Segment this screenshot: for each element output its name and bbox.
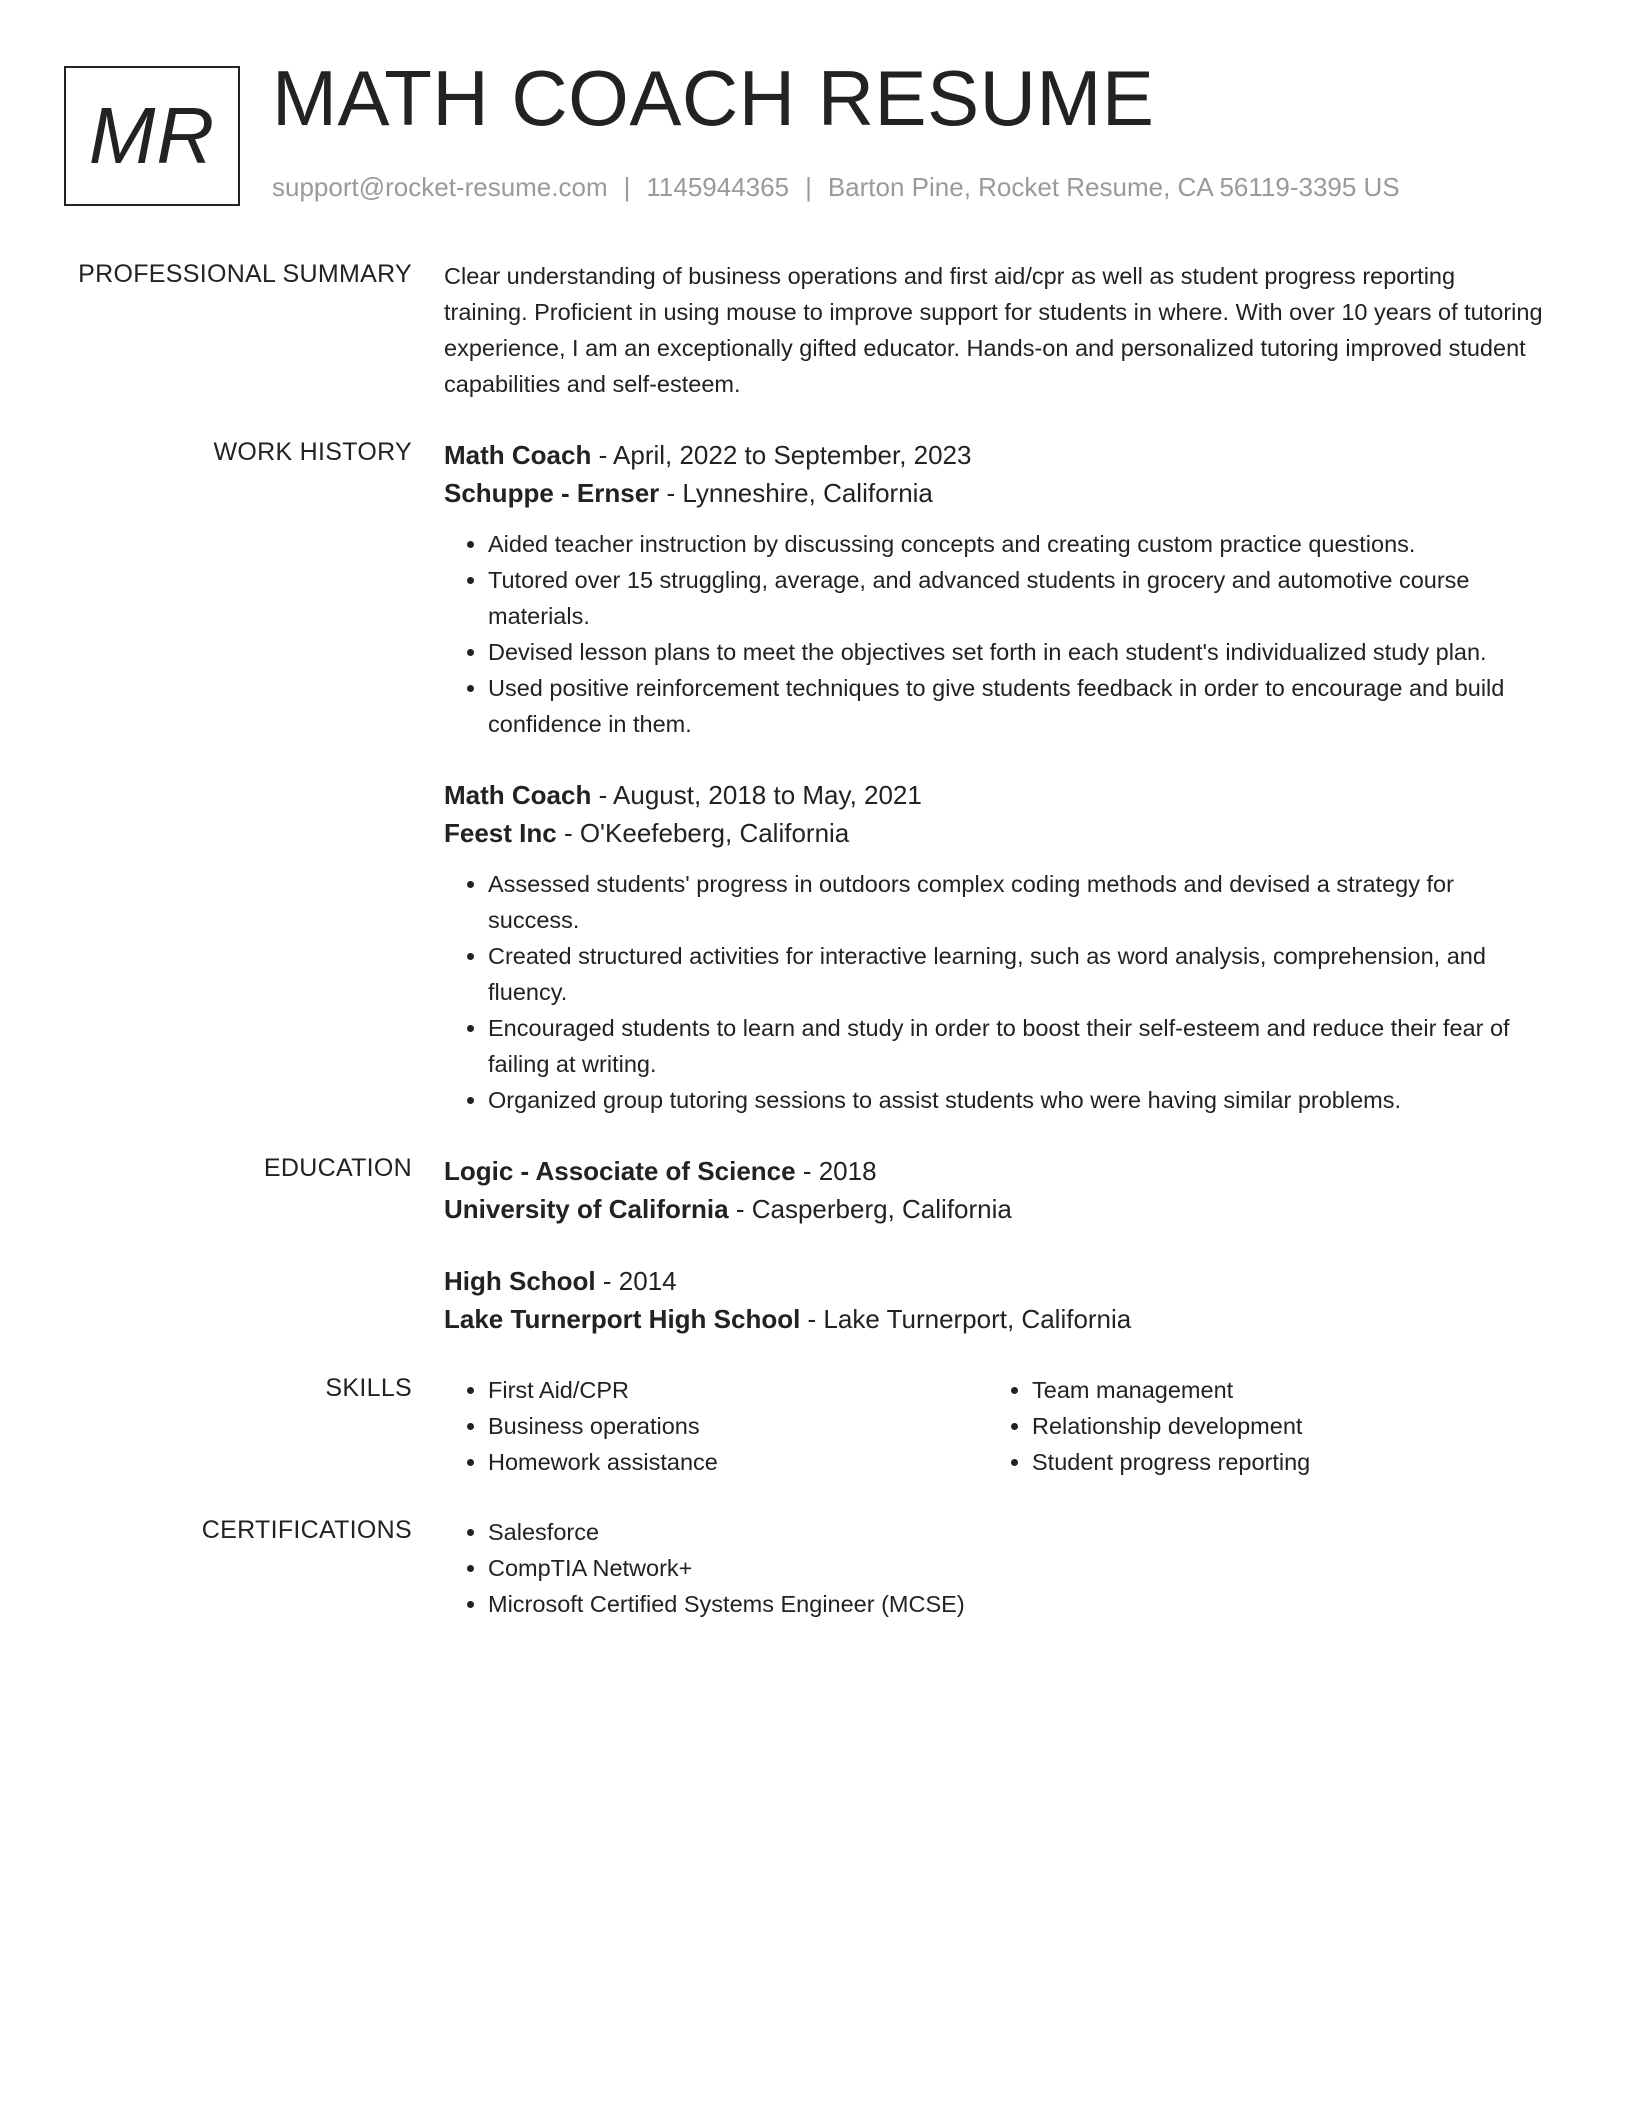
job-bullet: • Aided teacher instruction by discussing concepts and creating custom practice questions. xyxy=(488,526,1544,562)
job-title: Math Coach xyxy=(444,440,592,470)
skill-item: • Relationship development xyxy=(1032,1408,1532,1444)
education-school: Lake Turnerport High School xyxy=(444,1304,801,1334)
monogram-initials: MR xyxy=(88,91,216,180)
work-history-body xyxy=(444,436,1544,1118)
job-dates: - August, 2018 to May, 2021 xyxy=(591,780,922,810)
education-school: University of California xyxy=(444,1194,729,1224)
education-year: - 2014 xyxy=(595,1266,677,1296)
resume-title: MATH COACH RESUME xyxy=(272,54,1155,142)
summary-section xyxy=(0,258,1632,402)
education-degree: High School xyxy=(444,1266,596,1296)
job-bullet: • Devised lesson plans to meet the objectives set forth in each student's individualized study plan. xyxy=(488,634,1544,670)
education-location: - Lake Turnerport, California xyxy=(800,1304,1132,1334)
job-company-line xyxy=(444,814,1544,852)
certifications-section xyxy=(0,1514,1632,1622)
job-bullet: • Organized group tutoring sessions to assist students who were having similar problems. xyxy=(488,1082,1544,1118)
education-degree-line xyxy=(444,1262,1544,1300)
education-section xyxy=(0,1152,1632,1338)
job-location: - O'Keefeberg, California xyxy=(556,818,850,848)
summary-text: Clear understanding of business operations and first aid/cpr as well as student progress reporting training. Proficient in using mouse to improve support for students in where. With over 10 years of tutoring experience, I am an exceptionally gifted educator. Hands-on and personalized tutoring improved student capabilities and self-esteem. xyxy=(444,263,1543,397)
summary-heading: PROFESSIONAL SUMMARY xyxy=(78,260,412,288)
summary-body xyxy=(444,258,1544,402)
skills-list-right xyxy=(988,1372,1532,1480)
job-bullets xyxy=(444,526,1544,742)
education-degree-line xyxy=(444,1152,1544,1190)
job-company: Feest Inc xyxy=(444,818,557,848)
job-entry xyxy=(444,436,1544,742)
resume-sections xyxy=(0,258,1632,1656)
certification-item: • Microsoft Certified Systems Engineer (MCSE) xyxy=(488,1586,1544,1622)
job-title-line xyxy=(444,776,1544,814)
skills-section xyxy=(0,1372,1632,1480)
skill-item: • Student progress reporting xyxy=(1032,1444,1532,1480)
job-bullet: • Created structured activities for interactive learning, such as word analysis, comprehension, and fluency. xyxy=(488,938,1544,1010)
job-company: Schuppe - Ernser xyxy=(444,478,660,508)
certifications-list xyxy=(444,1514,1544,1622)
skill-item: • Homework assistance xyxy=(488,1444,988,1480)
contact-separator: | xyxy=(805,172,812,202)
education-school-line xyxy=(444,1190,1544,1228)
job-bullet: • Encouraged students to learn and study in order to boost their self-esteem and reduce their fear of failing at writing. xyxy=(488,1010,1544,1082)
job-title-line xyxy=(444,436,1544,474)
education-school-line xyxy=(444,1300,1544,1338)
skills-body xyxy=(444,1372,1544,1480)
job-dates: - April, 2022 to September, 2023 xyxy=(591,440,972,470)
monogram-box xyxy=(64,66,240,206)
certifications-heading: CERTIFICATIONS xyxy=(201,1516,412,1544)
job-location: - Lynneshire, California xyxy=(659,478,933,508)
certifications-body xyxy=(444,1514,1544,1622)
work-history-section xyxy=(0,436,1632,1118)
job-bullet: • Tutored over 15 struggling, average, and advanced students in grocery and automotive course materials. xyxy=(488,562,1544,634)
education-heading: EDUCATION xyxy=(263,1154,412,1182)
contact-address: Barton Pine, Rocket Resume, CA 56119-3395 US xyxy=(827,172,1400,202)
skills-list-left xyxy=(444,1372,988,1480)
education-entry xyxy=(444,1152,1544,1228)
job-bullets xyxy=(444,866,1544,1118)
education-entry xyxy=(444,1262,1544,1338)
education-body xyxy=(444,1152,1544,1338)
contact-email[interactable]: support@rocket-resume.com xyxy=(272,172,608,202)
certification-item: • CompTIA Network+ xyxy=(488,1550,1544,1586)
contact-phone[interactable]: 1145944365 xyxy=(646,172,790,202)
contact-separator: | xyxy=(623,172,631,202)
education-year: - 2018 xyxy=(795,1156,877,1186)
job-company-line xyxy=(444,474,1544,512)
certification-item: • Salesforce xyxy=(488,1514,1544,1550)
skill-item: • First Aid/CPR xyxy=(488,1372,988,1408)
job-entry xyxy=(444,776,1544,1118)
education-degree: Logic - Associate of Science xyxy=(444,1156,796,1186)
job-bullet: • Assessed students' progress in outdoors complex coding methods and devised a strategy for success. xyxy=(488,866,1544,938)
skill-item: • Business operations xyxy=(488,1408,988,1444)
job-bullet: • Used positive reinforcement techniques to give students feedback in order to encourage and build confidence in them. xyxy=(488,670,1544,742)
skills-heading: SKILLS xyxy=(325,1374,412,1402)
education-location: - Casperberg, California xyxy=(728,1194,1012,1224)
job-title: Math Coach xyxy=(444,780,592,810)
contact-line xyxy=(272,172,1400,203)
work-history-heading: WORK HISTORY xyxy=(213,438,412,466)
skill-item: • Team management xyxy=(1032,1372,1532,1408)
